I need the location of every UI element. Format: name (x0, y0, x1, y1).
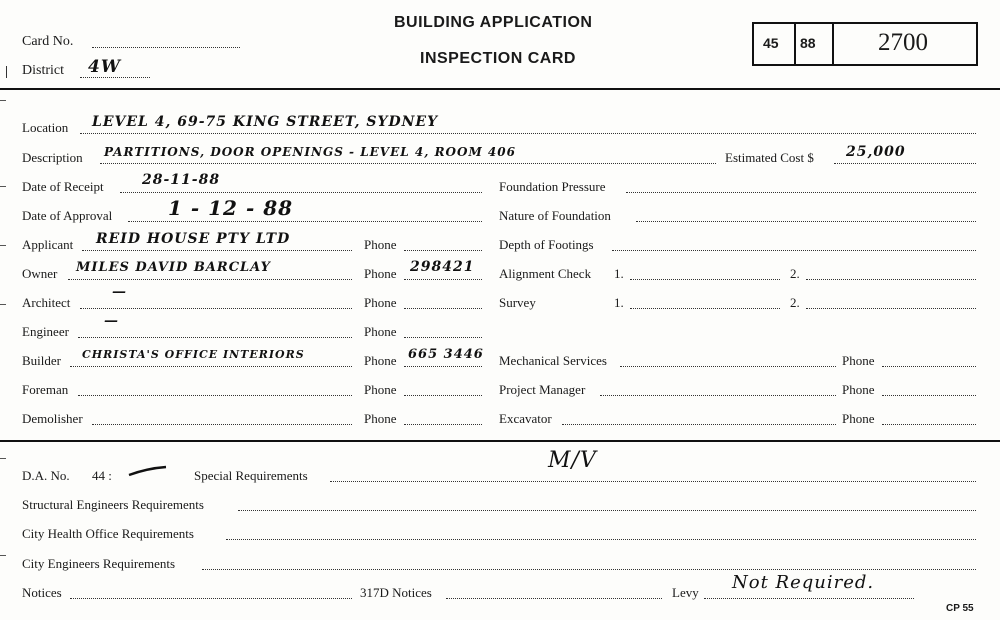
architect-phone-label: Phone (364, 295, 397, 310)
project-manager-label: Project Manager (499, 382, 586, 397)
edge-tick (0, 458, 6, 459)
architect-line (80, 308, 352, 309)
ref-box-2 (792, 22, 834, 66)
builder-phone-value: 665 3446 (408, 347, 484, 362)
card-no-label: Card No. (22, 34, 74, 49)
estimated-cost-label: Estimated Cost $ (725, 150, 814, 165)
notices-line (70, 598, 352, 599)
demolisher-label: Demolisher (22, 411, 83, 426)
description-line (100, 163, 716, 164)
date-of-receipt-value: 28-11-88 (142, 172, 221, 188)
foundation-pressure-line (626, 192, 976, 193)
da-no-label: D.A. No. (22, 468, 70, 483)
location-label: Location (22, 120, 69, 135)
district-line (80, 77, 150, 78)
alignment-check-num-1: 1. (614, 266, 624, 281)
ref-box-3-value: 2700 (878, 29, 928, 56)
header-divider (0, 88, 1000, 90)
edge-tick (0, 245, 6, 246)
card-title-line2: INSPECTION CARD (420, 50, 576, 67)
excavator-phone-label: Phone (842, 411, 875, 426)
location-line (80, 133, 976, 134)
edge-tick (0, 100, 6, 101)
demolisher-phone-label: Phone (364, 411, 397, 426)
ref-box-1-value: 45 (763, 35, 779, 51)
applicant-label: Applicant (22, 237, 74, 252)
project-manager-phone-line (882, 395, 976, 396)
notices-label: Notices (22, 585, 62, 600)
description-label: Description (22, 150, 83, 165)
notices-317d-line (446, 598, 662, 599)
engineer-label: Engineer (22, 324, 69, 339)
date-of-approval-value: 1 - 12 - 88 (168, 196, 294, 220)
survey-num-1: 1. (614, 295, 624, 310)
survey-num-2: 2. (790, 295, 800, 310)
special-requirements-label: Special Requirements (194, 468, 308, 483)
applicant-value: REID HOUSE PTY LTD (96, 231, 291, 247)
alignment-check-line-2 (806, 279, 976, 280)
depth-of-footings-label: Depth of Footings (499, 237, 594, 252)
builder-phone-line (404, 366, 482, 367)
engineer-phone-label: Phone (364, 324, 397, 339)
structural-engineers-line (238, 510, 976, 511)
nature-of-foundation-label: Nature of Foundation (499, 208, 611, 223)
excavator-line (562, 424, 836, 425)
architect-phone-line (404, 308, 482, 309)
excavator-phone-line (882, 424, 976, 425)
applicant-line (82, 250, 352, 251)
survey-line-1 (630, 308, 780, 309)
district-label: District (22, 63, 64, 78)
mechanical-services-phone-label: Phone (842, 353, 875, 368)
architect-value: — (112, 284, 127, 300)
engineer-value: — (104, 313, 119, 329)
edge-tick (0, 304, 6, 305)
district-value: 4W (88, 57, 121, 77)
city-engineers-line (202, 569, 976, 570)
architect-label: Architect (22, 295, 71, 310)
date-of-receipt-line (120, 192, 482, 193)
project-manager-phone-label: Phone (842, 382, 875, 397)
structural-engineers-label: Structural Engineers Requirements (22, 497, 204, 512)
date-of-approval-label: Date of Approval (22, 208, 113, 223)
excavator-label: Excavator (499, 411, 552, 426)
builder-phone-label: Phone (364, 353, 397, 368)
engineer-line (78, 337, 352, 338)
project-manager-line (600, 395, 836, 396)
survey-label: Survey (499, 295, 536, 310)
date-of-approval-line (128, 221, 482, 222)
owner-phone-line (404, 279, 482, 280)
builder-line (70, 366, 352, 367)
section-divider (0, 440, 1000, 442)
builder-value: CHRISTA'S OFFICE INTERIORS (82, 348, 305, 361)
foreman-phone-label: Phone (364, 382, 397, 397)
estimated-cost-line (834, 163, 976, 164)
card-no-line (92, 47, 240, 48)
owner-phone-label: Phone (364, 266, 397, 281)
edge-tick (0, 555, 6, 556)
corner-mark (6, 66, 8, 78)
notices-317d-label: 317D Notices (360, 585, 432, 600)
description-value: PARTITIONS, DOOR OPENINGS - LEVEL 4, ROOM 406 (104, 145, 516, 159)
mechanical-services-phone-line (882, 366, 976, 367)
city-health-label: City Health Office Requirements (22, 526, 194, 541)
city-engineers-label: City Engineers Requirements (22, 556, 176, 571)
owner-value: MILES DAVID BARCLAY (76, 260, 271, 275)
owner-label: Owner (22, 266, 58, 281)
special-requirements-line (330, 481, 976, 482)
nature-of-foundation-line (636, 221, 976, 222)
card-title-line1: BUILDING APPLICATION (394, 14, 593, 31)
alignment-check-num-2: 2. (790, 266, 800, 281)
foreman-phone-line (404, 395, 482, 396)
form-code: CP 55 (946, 603, 974, 614)
alignment-check-label: Alignment Check (499, 266, 592, 281)
alignment-check-line-1 (630, 279, 780, 280)
owner-phone-value: 298421 (410, 259, 475, 275)
owner-line (68, 279, 352, 280)
ref-box-1 (752, 22, 796, 66)
foundation-pressure-label: Foundation Pressure (499, 179, 606, 194)
foreman-line (78, 395, 352, 396)
survey-line-2 (806, 308, 976, 309)
levy-value: Not Required. (732, 572, 875, 593)
special-requirements-value: M/V (548, 448, 597, 473)
applicant-phone-line (404, 250, 482, 251)
city-health-line (226, 539, 976, 540)
edge-tick (0, 186, 6, 187)
demolisher-phone-line (404, 424, 482, 425)
demolisher-line (92, 424, 352, 425)
da-no-dash-mark (126, 462, 170, 480)
da-no-prefix: 44 : (92, 468, 112, 483)
mechanical-services-label: Mechanical Services (499, 353, 607, 368)
depth-of-footings-line (612, 250, 976, 251)
date-of-receipt-label: Date of Receipt (22, 179, 104, 194)
applicant-phone-label: Phone (364, 237, 397, 252)
location-value: LEVEL 4, 69-75 KING STREET, SYDNEY (92, 114, 439, 130)
ref-box-3 (832, 22, 978, 66)
levy-label: Levy (672, 585, 699, 600)
levy-line (704, 598, 914, 599)
engineer-phone-line (404, 337, 482, 338)
builder-label: Builder (22, 353, 61, 368)
estimated-cost-value: 25,000 (846, 144, 906, 160)
ref-box-2-value: 88 (800, 35, 816, 51)
mechanical-services-line (620, 366, 836, 367)
foreman-label: Foreman (22, 382, 69, 397)
